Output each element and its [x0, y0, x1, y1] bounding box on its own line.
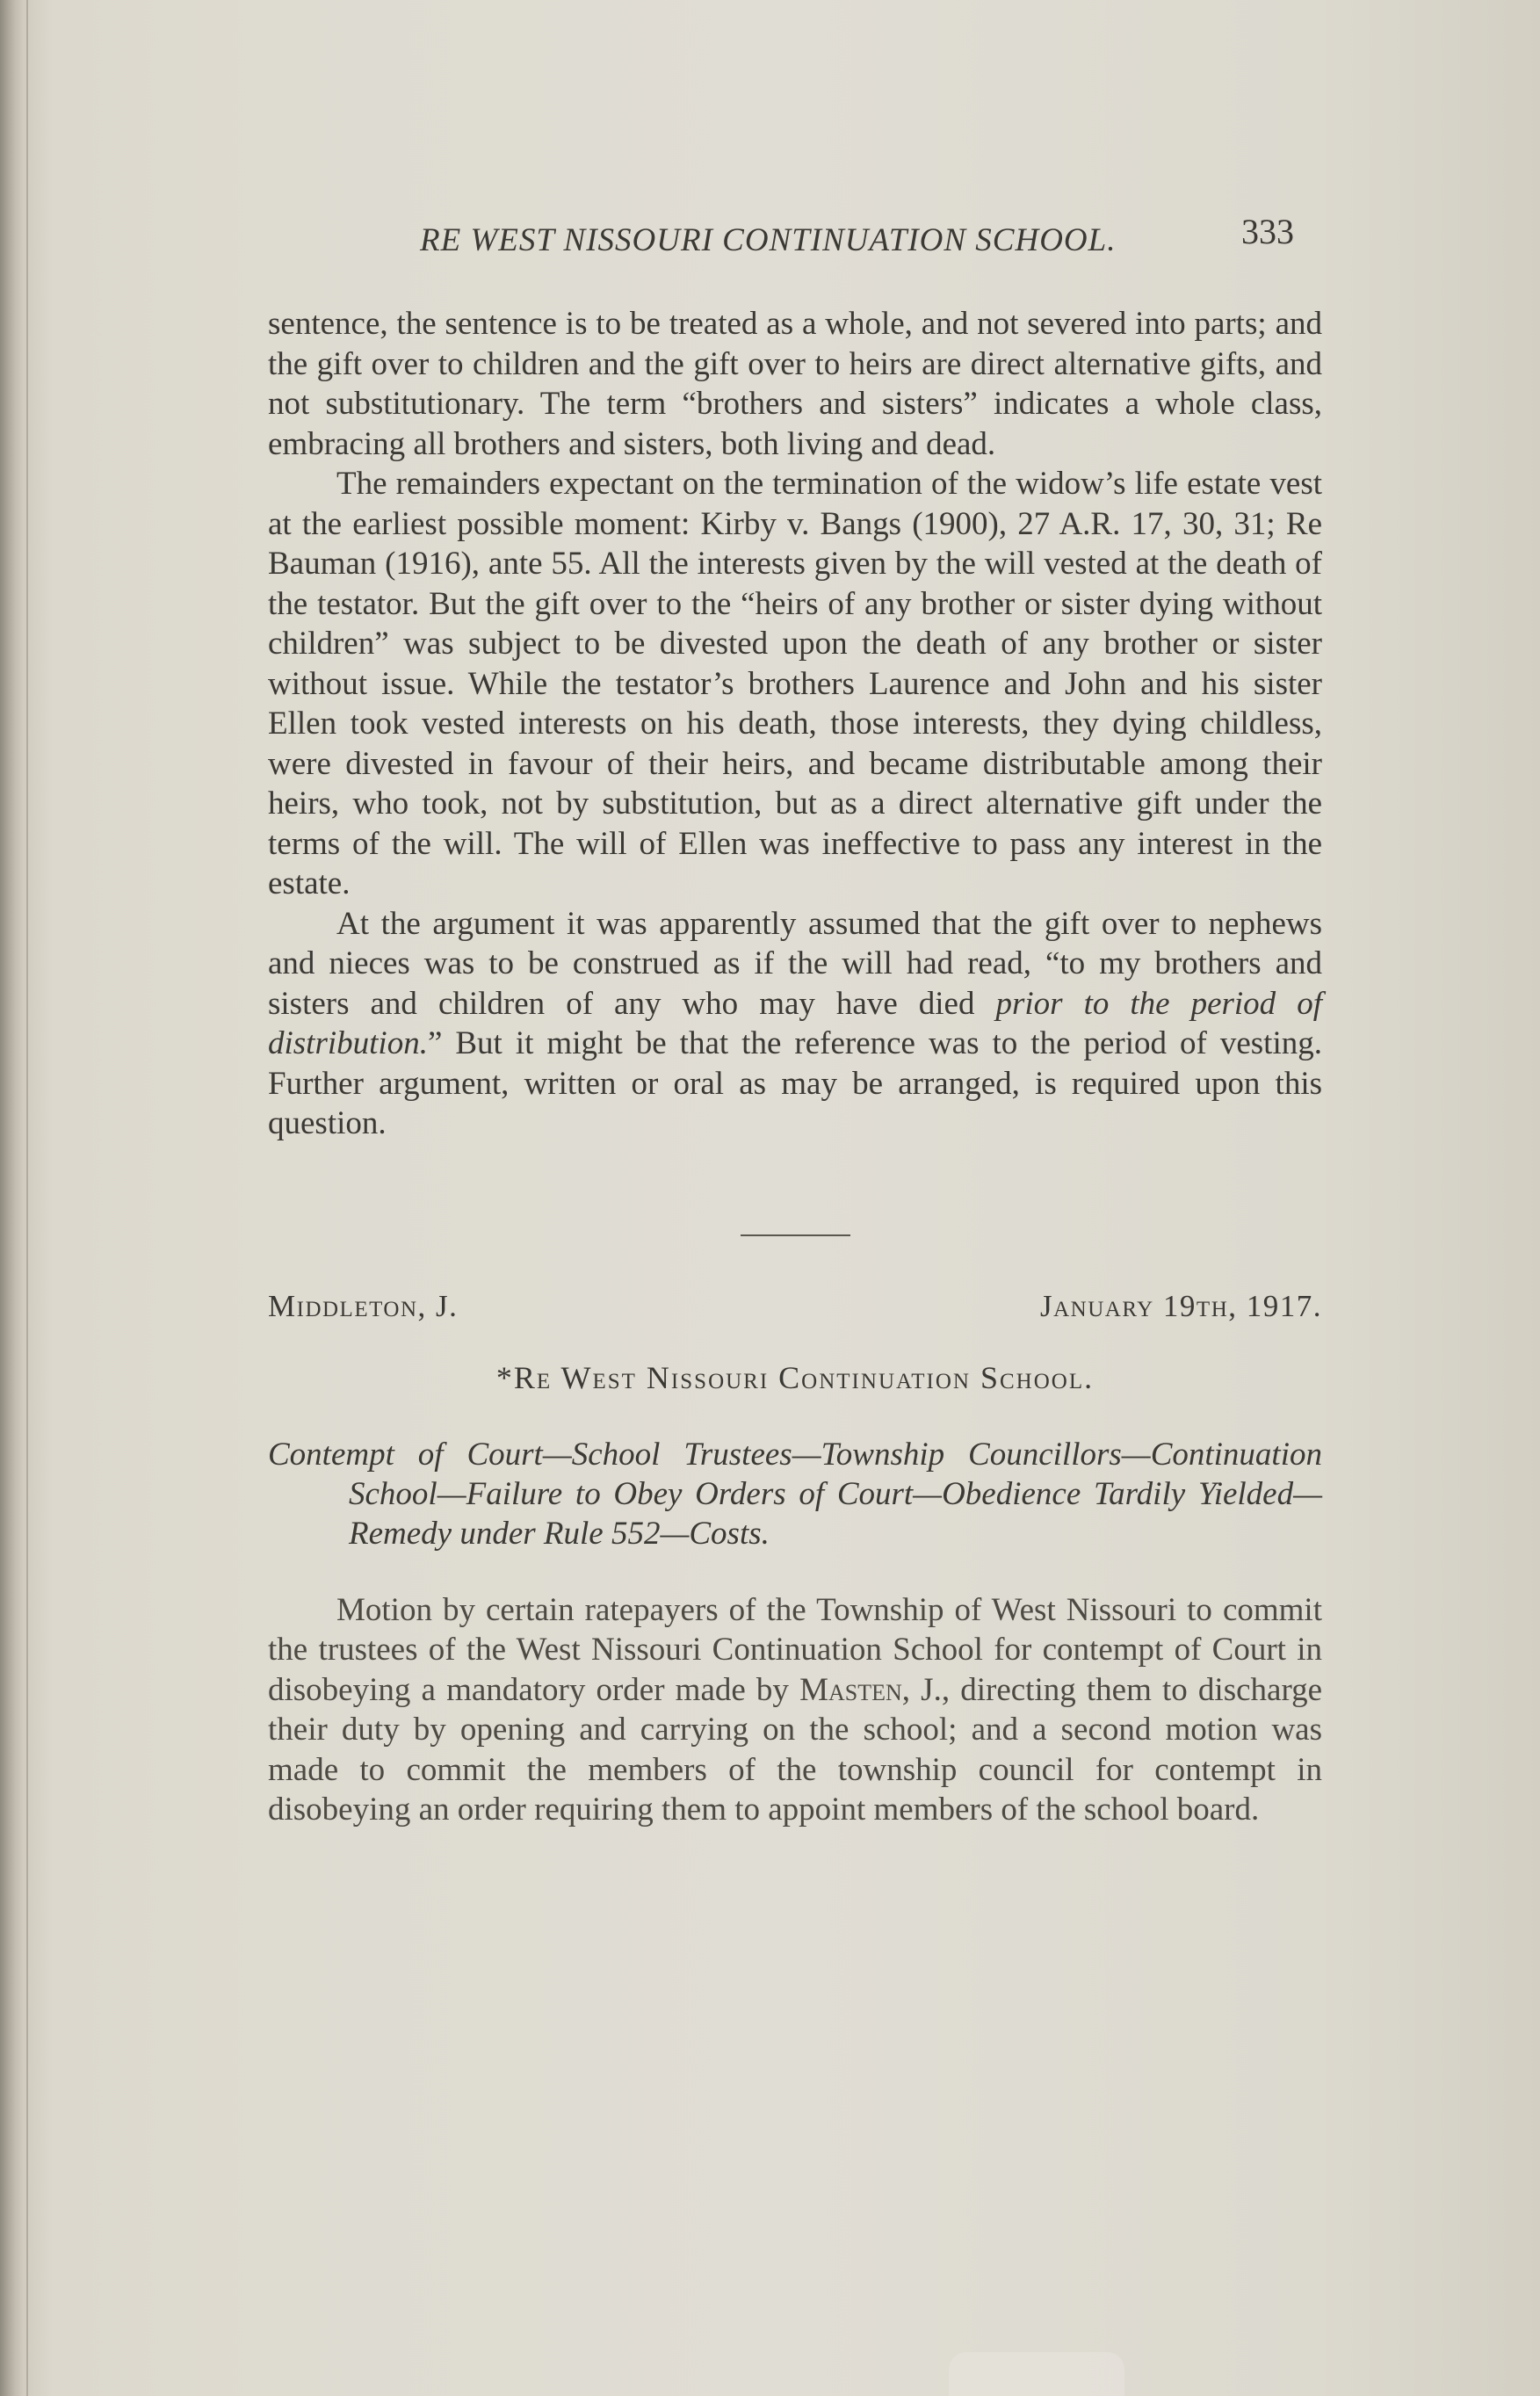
- page-number: 333: [1241, 212, 1294, 251]
- case-title: *Re West Nissouri Continuation School.: [495, 1359, 1095, 1395]
- motion-text-a: Motion by certain ratepayers of the Township of West Nissouri to commit the trustees of the West Nissouri Continuation School for contempt of Court in disobeying a mandatory order made by: [268, 1591, 1322, 1708]
- paragraph-3: [268, 904, 1322, 1144]
- section-divider: [741, 1234, 850, 1236]
- paragraph-1: sentence, the sentence is to be treated as a whole, and not severed into parts; and the gift over to children and the gift over to heirs are direct alternative gifts, and not substitutionary. The term “brothers and sisters” indicates a whole class, embracing all brothers and sisters, both living and dead.: [268, 306, 1322, 462]
- motion-paragraph: [268, 1590, 1322, 1830]
- paragraph-3-text-b: ” But it might be that the reference was to the period of vesting. Further argument, written or oral as may be arranged, is required upon this question.: [268, 1025, 1322, 1141]
- paragraph-3-text-a: At the argument it was apparently assumed that the gift over to nephews and nieces was to be construed as if the will had read, “to my brothers and sisters and children of any who may have died: [268, 905, 1322, 1022]
- decision-date: January 19th, 1917.: [1039, 1288, 1322, 1323]
- book-spine-shadow: [0, 0, 23, 2396]
- judge-name: Middleton, J.: [268, 1288, 459, 1323]
- gutter-line: [26, 0, 28, 2396]
- paper-wear-mark: [949, 2352, 1124, 2396]
- motion-text-b: , J., directing them to discharge their duty by opening and carrying on the school; and a second motion was made to commit the members of the township council for contempt in disobeying an order requiring them to appoint members of the school board.: [268, 1671, 1323, 1828]
- paragraph-3-italic: prior to the period of distribution.: [268, 985, 1322, 1061]
- running-head: RE WEST NISSOURI CONTINUATION SCHOOL.: [420, 222, 1117, 258]
- headnote: Contempt of Court—School Trustees—Township Councillors—Continuation School—Failure to Obey Orders of Court—Obedience Tardily Yielded—Remedy under Rule 552—Costs.: [268, 1436, 1322, 1552]
- paragraph-2: The remainders expectant on the termination of the widow’s life estate vest at the earliest possible moment: Kirby v. Bangs (1900), 27 A.R. 17, 30, 31; Re Bauman (1916), ante 55. All the interests given by the will vested at the death of the testator. But the gift over to the “heirs of any brother or sister dying without children” was subject to be divested upon the death of any brother or sister without issue. While the testator’s brothers Laurence and John and his sister Ellen took vested interests on his death, those interests, they dying childless, were divested in favour of their heirs, and became distributable among their heirs, who took, not by substitution, but as a direct alternative gift under the terms of the will. The will of Ellen was ineffective to pass any interest in the estate.: [268, 466, 1322, 901]
- judge-date-line: [268, 1289, 1322, 1333]
- motion-judge-name: Masten: [799, 1671, 902, 1708]
- page-body: [268, 304, 1322, 1830]
- page-header: [420, 211, 1307, 264]
